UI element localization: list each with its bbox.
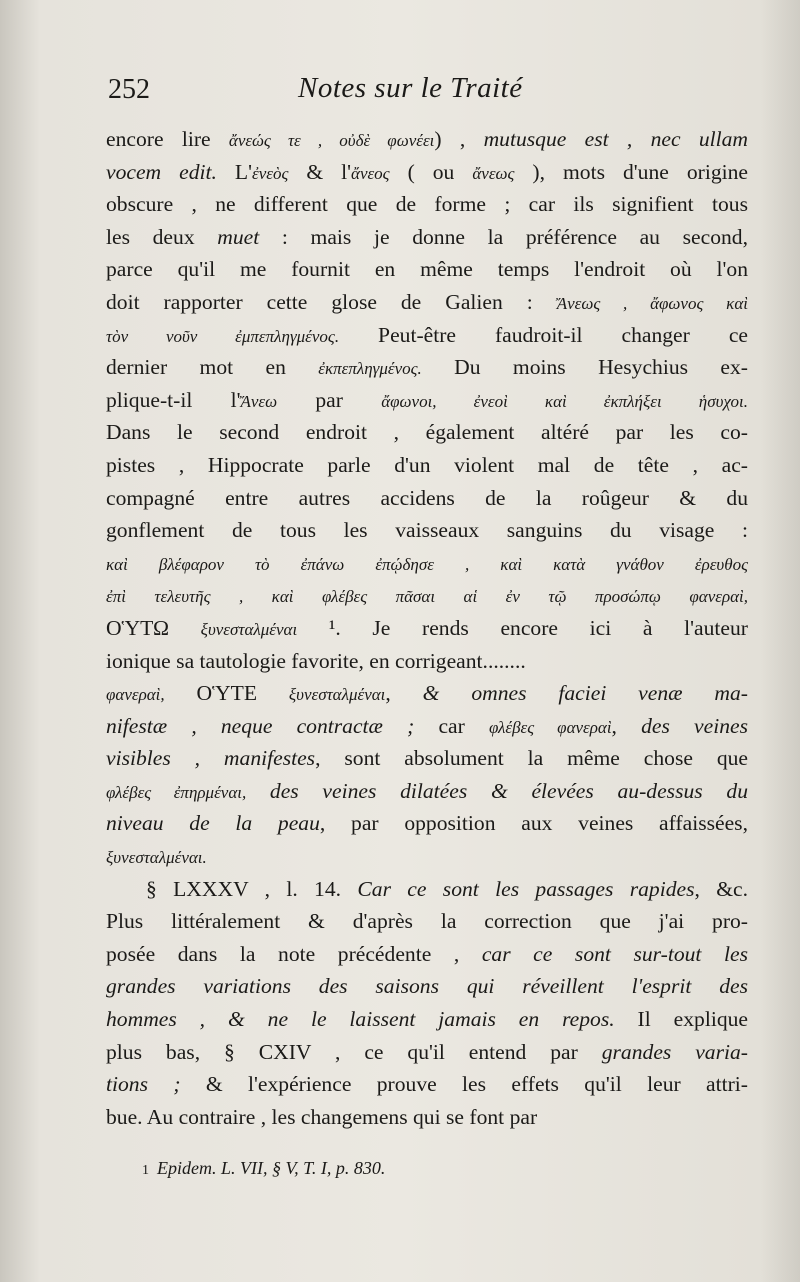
italic-text: niveau de la peau [106,811,320,836]
greek-text: ἄνεος [351,163,390,183]
roman-text: dernier mot en [106,355,319,380]
roman-text: ) , [434,127,484,151]
italic-text: nifestæ , neque contractæ ; [106,713,415,738]
text-line [106,873,748,906]
roman-text: ), mots d'une origine [514,159,749,184]
roman-text: plus bas, § CXIV , ce qu'il entend par [106,1039,602,1064]
text-line [106,221,748,254]
roman-text: & l' [288,159,352,184]
roman-text: L' [216,159,252,184]
greek-text: ἄνεώς τε , οὐδὲ φωνέει [228,131,435,150]
text-line [106,449,748,482]
italic-text: Car ce sont les passages rapides [357,876,695,901]
greek-text: φανεραὶ, [106,685,165,705]
roman-text: ΟὙΤΩ [106,615,201,640]
roman-text: ¹. Je rends encore ici à l'auteur [297,615,748,640]
text-line [106,905,748,938]
roman-text: compagné entre autres accidens de la roûgeur & du [106,485,748,510]
greek-text: φλέβες φανεραὶ [488,717,612,737]
italic-text: visibles , manifestes [106,746,316,771]
roman-text: encore lire [106,127,229,151]
text-line [106,514,748,547]
roman-text: posée dans la note précédente , [106,941,482,966]
greek-text: ἄνεως [472,163,515,183]
text-line [106,677,748,710]
text-line [106,775,748,808]
roman-text: pistes , Hippocrate parle d'un violent mal de tête , ac- [106,452,748,477]
roman-text: obscure , ne different que de forme ; car ils signifient tous [106,192,748,217]
text-line [106,970,748,1003]
greek-text: ξυνεσταλμέναι [288,685,386,705]
text-line [106,286,748,319]
roman-text: , [385,681,423,706]
roman-text: Plus littéralement & d'après la correction que j'ai pro- [106,909,748,934]
roman-text: , &c. [694,876,748,901]
text-line [106,482,748,515]
roman-text: : mais je donne la préférence au second, [259,224,748,249]
greek-text: ξυνεσταλμέναι. [106,848,207,868]
text-line [106,840,748,873]
text-line [106,416,748,449]
roman-text: Il explique [614,1007,748,1032]
italic-text: grandes varia- [601,1039,748,1064]
text-line [106,123,748,156]
text-line [106,938,748,971]
italic-text: tions ; [106,1072,181,1097]
greek-text: ἐνεὸς [252,163,289,183]
greek-text: φλέβες ἐπηρμέναι, [106,782,247,802]
roman-text: § LXXXV , l. 14. [146,876,358,901]
text-line [106,742,748,775]
italic-text: hommes , & ne le laissent jamais en repos. [106,1007,615,1032]
text-line [106,1003,748,1036]
roman-text: , par opposition aux veines affaissées, [319,811,748,836]
greek-text: ἐπὶ τελευτῆς , καὶ φλέβες πᾶσαι αἱ ἐν τῷ προσώπῳ φανεραὶ, [106,587,748,607]
text-line [106,710,748,743]
text-line [106,807,748,840]
text-line [106,188,748,221]
text-line [106,351,748,384]
text-line [106,547,748,580]
roman-text: gonflement de tous les vaisseaux sanguins du visage : [106,518,748,543]
footnote-mark: 1 [142,1163,149,1178]
roman-text: Peut-être faudroit-il changer ce [339,322,748,347]
roman-text: parce qu'il me fournit en même temps l'endroit où l'on [106,257,748,282]
roman-text: Du moins Hesychius ex- [421,355,748,380]
running-title: Notes sur le Traité [298,72,523,104]
roman-text: car [414,713,489,738]
text-line [106,612,748,645]
body-text [106,123,748,1133]
italic-text: car ce sont sur-tout les [481,941,748,966]
roman-text: , [611,713,642,738]
italic-text: des veines [641,713,748,738]
text-line [106,645,748,678]
greek-text: Ἄνεω [240,391,278,411]
italic-text: vocem edit. [106,159,217,184]
greek-text: ἐκπεπληγμένος. [318,359,422,379]
roman-text: ( ou [389,159,473,184]
greek-text: τὸν νοῦν ἐμπεπληγμένος. [106,326,340,346]
greek-text: καὶ βλέφαρον τὸ ἐπάνω ἐπῴδησε , καὶ κατὰ γνάθον ἐρευθος [106,554,748,574]
roman-text: Dans le second endroit , également altéré par les co- [106,420,748,445]
italic-text: mutusque est , nec ullam [483,127,749,151]
roman-text: bue. Au contraire , les changemens qui se font par [106,1104,538,1129]
roman-text: ΟὙΤΕ [164,681,289,706]
text-line [106,384,748,417]
page-header [108,74,748,114]
greek-text: ξυνεσταλμέναι [200,619,298,639]
greek-text: Ἄνεως , ἄφωνος καὶ [556,293,748,313]
footnote [142,1158,702,1179]
roman-text: , sont absolument la même chose que [315,746,748,771]
roman-text: par [277,387,382,412]
footnote-text: Epidem. L. VII, § V, T. I, p. 830. [157,1158,386,1178]
text-line [106,1036,748,1069]
text-line [106,156,748,189]
roman-text: les deux [106,224,218,249]
text-line [106,319,748,352]
italic-text: muet [217,224,260,249]
page-number: 252 [108,74,150,105]
roman-text: plique-t-il l' [106,387,241,412]
text-line [106,253,748,286]
text-line [106,1068,748,1101]
italic-text: des veines dilatées & élevées au-dessus du [246,778,748,803]
italic-text: grandes variations des saisons qui réveillent l'esprit des [106,974,748,999]
roman-text: ionique sa tautologie favorite, en corrigeant........ [106,648,526,673]
text-line [106,1101,748,1134]
greek-text: ἄφωνοι, ἐνεοὶ καὶ ἐκπλήξει ἡσυχοι. [381,391,748,411]
roman-text: doit rapporter cette glose de Galien : [106,289,557,314]
text-line [106,579,748,612]
roman-text: & l'expérience prouve les effets qu'il leur attri- [180,1072,748,1097]
italic-text: & omnes faciei venæ ma- [422,681,748,706]
